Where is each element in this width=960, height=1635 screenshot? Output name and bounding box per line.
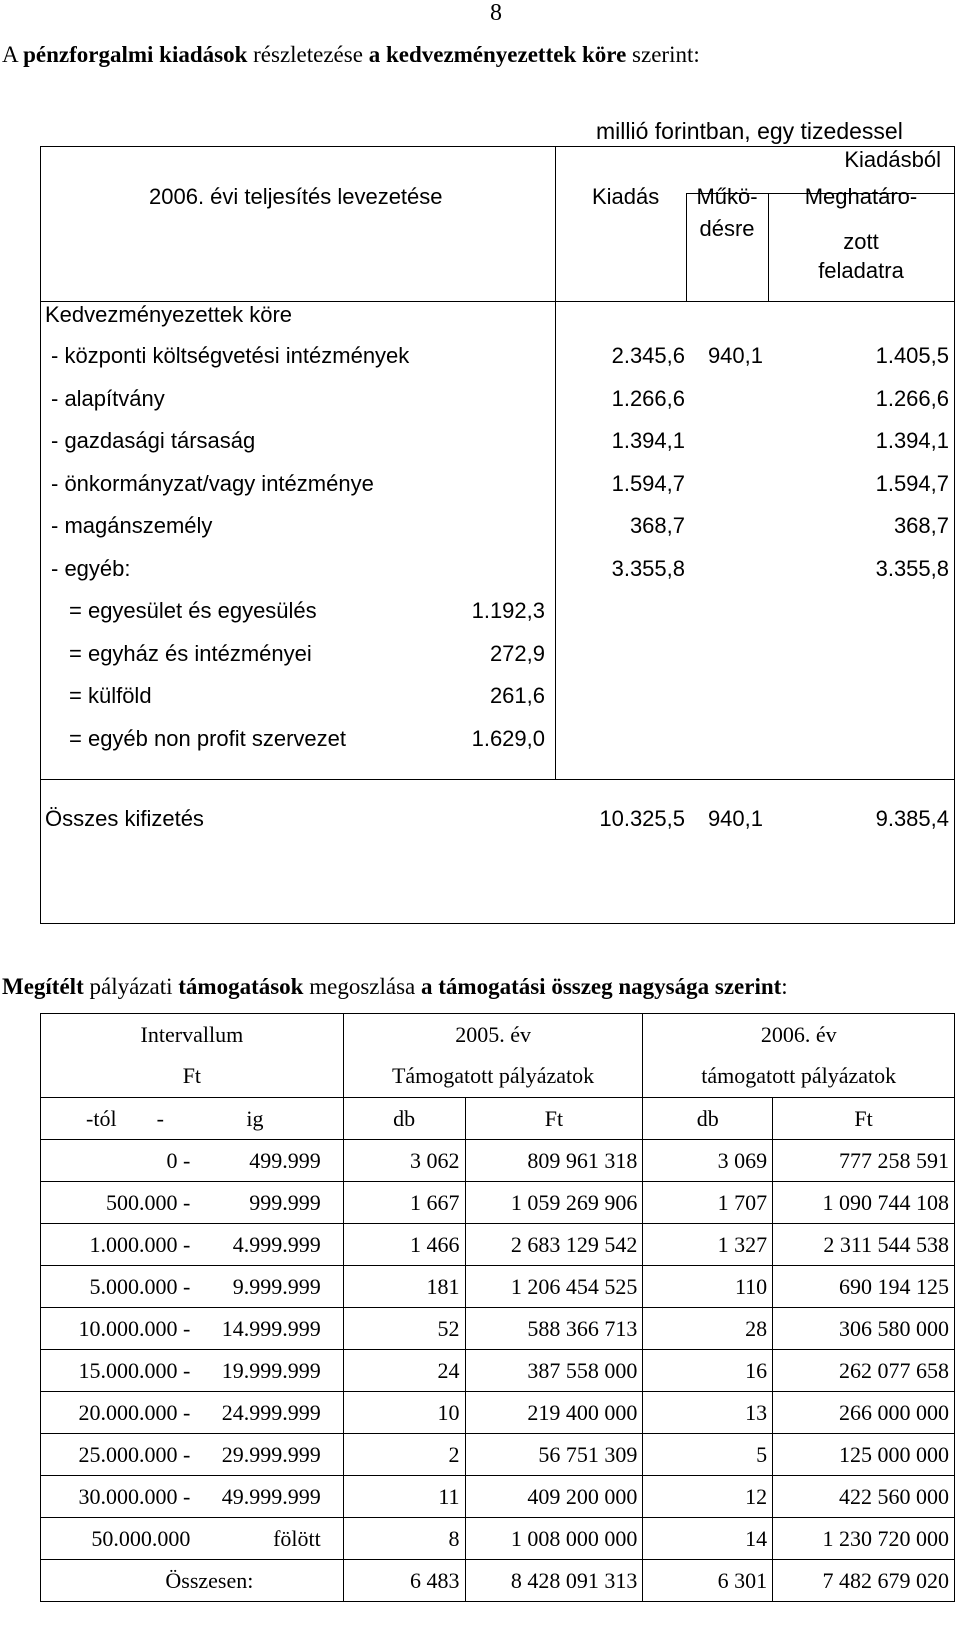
interval-to: 499.999 (190, 1140, 343, 1182)
row-sub-value: 1.629,0 (471, 726, 545, 751)
row-label: = egyesület és egyesülés (69, 598, 317, 623)
heading-text: pályázati (83, 974, 179, 999)
row-label: = egyéb non profit szervezet (69, 726, 346, 751)
count-2005: 2 (343, 1434, 465, 1476)
row-label: - alapítvány (51, 386, 165, 411)
count-2006: 14 (643, 1518, 773, 1560)
header-ig-cell (190, 1098, 343, 1140)
header-ft-2005: Ft (465, 1098, 643, 1140)
grants-table (40, 1013, 955, 1602)
column-header-feladat-line3: feladatra (818, 258, 904, 283)
row-sub-value: 1.192,3 (471, 598, 545, 623)
header-2005: 2005. év (343, 1014, 643, 1056)
total-count-2006: 6 301 (643, 1560, 773, 1602)
heading-text: részletezése (247, 42, 369, 67)
table-row (41, 1350, 955, 1392)
count-2005: 52 (343, 1308, 465, 1350)
unit-note: millió forintban, egy tizedessel (596, 118, 903, 144)
row-sub-value: 261,6 (489, 683, 545, 708)
count-2006: 1 707 (643, 1182, 773, 1224)
amount-2006: 1 230 720 000 (773, 1518, 955, 1560)
column-header-kiadasbol: Kiadásból (844, 147, 941, 172)
count-2006: 5 (643, 1434, 773, 1476)
row-kiadas: 1.594,7 (611, 471, 685, 496)
table-row (41, 1266, 955, 1308)
header-2005-sub: Támogatott pályázatok (343, 1056, 643, 1098)
total-label: Összesen: (41, 1560, 344, 1602)
amount-2005: 219 400 000 (465, 1392, 643, 1434)
amount-2006: 125 000 000 (773, 1434, 955, 1476)
interval-from: 25.000.000 - (41, 1434, 191, 1476)
row-feladat: 1.266,6 (875, 386, 949, 411)
row-kiadas: 368,7 (629, 513, 685, 538)
section-heading-expenditures (2, 42, 700, 68)
row-sub-value: 272,9 (489, 641, 545, 666)
table-row (41, 1476, 955, 1518)
count-2005: 181 (343, 1266, 465, 1308)
count-2006: 110 (643, 1266, 773, 1308)
total-amount-2005: 8 428 091 313 (465, 1560, 643, 1602)
table-row (41, 1560, 955, 1602)
count-2005: 3 062 (343, 1140, 465, 1182)
column-divider (555, 147, 556, 779)
heading-bold-text: a támogatási összeg nagysága szerint (421, 974, 782, 999)
interval-from: 15.000.000 - (41, 1350, 191, 1392)
amount-2006: 422 560 000 (773, 1476, 955, 1518)
interval-from: 20.000.000 - (41, 1392, 191, 1434)
column-header-feladat-line1: Meghatáro- (804, 184, 918, 209)
table-row (41, 1434, 955, 1476)
row-kiadas: 1.394,1 (611, 428, 685, 453)
amount-2005: 56 751 309 (465, 1434, 643, 1476)
header-ft: Ft (41, 1056, 344, 1098)
interval-to: 29.999.999 (190, 1434, 343, 1476)
row-label: - egyéb: (51, 556, 131, 581)
heading-text: A (2, 42, 24, 67)
row-label: - központi költségvetési intézmények (51, 343, 410, 368)
amount-2006: 2 311 544 538 (773, 1224, 955, 1266)
row-kiadas: 2.345,6 (611, 343, 685, 368)
header-ig: ig (246, 1105, 264, 1131)
header-intervallum: Intervallum (41, 1014, 344, 1056)
amount-2006: 306 580 000 (773, 1308, 955, 1350)
header-2006: 2006. év (643, 1014, 955, 1056)
heading-text: megoszlása (303, 974, 421, 999)
page-number: 8 (490, 0, 502, 26)
row-label: - gazdasági társaság (51, 428, 256, 453)
row-label: - magánszemély (51, 513, 213, 538)
count-2005: 10 (343, 1392, 465, 1434)
row-divider (41, 779, 954, 780)
table-row (41, 1392, 955, 1434)
row-label: - önkormányzat/vagy intézménye (51, 471, 374, 496)
count-2005: 24 (343, 1350, 465, 1392)
interval-from: 5.000.000 - (41, 1266, 191, 1308)
row-label: = külföld (69, 683, 152, 708)
count-2006: 16 (643, 1350, 773, 1392)
row-mukodes: 940,1 (707, 343, 763, 368)
heading-text: : (781, 974, 788, 999)
group-label: Kedvezményezettek köre (45, 302, 293, 327)
heading-bold-text: támogatások (178, 974, 304, 999)
interval-to: 19.999.999 (190, 1350, 343, 1392)
interval-to: 4.999.999 (190, 1224, 343, 1266)
row-kiadas: 3.355,8 (611, 556, 685, 581)
heading-bold-text: pénzforgalmi kiadások (23, 42, 248, 67)
count-2006: 1 327 (643, 1224, 773, 1266)
column-header-mukodes-line2: désre (699, 216, 755, 241)
count-2005: 8 (343, 1518, 465, 1560)
total-feladat: 9.385,4 (875, 806, 949, 831)
amount-2005: 409 200 000 (465, 1476, 643, 1518)
count-2006: 3 069 (643, 1140, 773, 1182)
total-mukodes: 940,1 (707, 806, 763, 831)
column-header-feladat-line2: zott (843, 229, 879, 254)
total-count-2005: 6 483 (343, 1560, 465, 1602)
amount-2006: 266 000 000 (773, 1392, 955, 1434)
count-2005: 1 466 (343, 1224, 465, 1266)
interval-from: 1.000.000 - (41, 1224, 191, 1266)
amount-2006: 1 090 744 108 (773, 1182, 955, 1224)
header-ft-2006: Ft (773, 1098, 955, 1140)
heading-bold-text: a kedvezményezettek köre (368, 42, 627, 67)
header-db-2006: db (643, 1098, 773, 1140)
interval-to: 9.999.999 (190, 1266, 343, 1308)
row-feladat: 1.405,5 (875, 343, 949, 368)
interval-from: 10.000.000 - (41, 1308, 191, 1350)
row-feladat: 1.594,7 (875, 471, 949, 496)
header-dash: - (156, 1105, 164, 1131)
count-2005: 11 (343, 1476, 465, 1518)
count-2006: 12 (643, 1476, 773, 1518)
table-title: 2006. évi teljesítés levezetése (149, 184, 443, 209)
count-2005: 1 667 (343, 1182, 465, 1224)
table-row (41, 1182, 955, 1224)
total-amount-2006: 7 482 679 020 (773, 1560, 955, 1602)
row-feladat: 368,7 (893, 513, 949, 538)
table-row (41, 1308, 955, 1350)
interval-to: 49.999.999 (190, 1476, 343, 1518)
interval-from: 500.000 - (41, 1182, 191, 1224)
table-row (41, 1140, 955, 1182)
column-header-kiadas: Kiadás (592, 184, 660, 209)
row-kiadas: 1.266,6 (611, 386, 685, 411)
interval-to: 999.999 (190, 1182, 343, 1224)
amount-2005: 809 961 318 (465, 1140, 643, 1182)
total-label: Összes kifizetés (45, 806, 204, 831)
interval-from: 0 - (41, 1140, 191, 1182)
amount-2005: 1 008 000 000 (465, 1518, 643, 1560)
table-row (41, 1224, 955, 1266)
header-tol-cell (41, 1098, 191, 1140)
interval-from: 30.000.000 - (41, 1476, 191, 1518)
amount-2005: 2 683 129 542 (465, 1224, 643, 1266)
header-2006-sub: támogatott pályázatok (643, 1056, 955, 1098)
amount-2006: 690 194 125 (773, 1266, 955, 1308)
section-heading-grants (2, 974, 788, 1000)
row-feladat: 1.394,1 (875, 428, 949, 453)
expenditure-table (40, 146, 955, 924)
interval-to: fölött (190, 1518, 343, 1560)
row-label: = egyház és intézményei (69, 641, 312, 666)
interval-to: 14.999.999 (190, 1308, 343, 1350)
count-2006: 28 (643, 1308, 773, 1350)
total-kiadas: 10.325,5 (599, 806, 685, 831)
header-tol: -tól (86, 1105, 117, 1131)
heading-bold-text: Megítélt (2, 974, 84, 999)
column-header-mukodes-line1: Műkö- (696, 184, 758, 209)
table-row (41, 1518, 955, 1560)
row-feladat: 3.355,8 (875, 556, 949, 581)
amount-2005: 387 558 000 (465, 1350, 643, 1392)
count-2006: 13 (643, 1392, 773, 1434)
interval-from: 50.000.000 (41, 1518, 191, 1560)
amount-2005: 588 366 713 (465, 1308, 643, 1350)
header-db-2005: db (343, 1098, 465, 1140)
amount-2005: 1 059 269 906 (465, 1182, 643, 1224)
interval-to: 24.999.999 (190, 1392, 343, 1434)
amount-2005: 1 206 454 525 (465, 1266, 643, 1308)
amount-2006: 777 258 591 (773, 1140, 955, 1182)
heading-text: szerint: (626, 42, 700, 67)
amount-2006: 262 077 658 (773, 1350, 955, 1392)
